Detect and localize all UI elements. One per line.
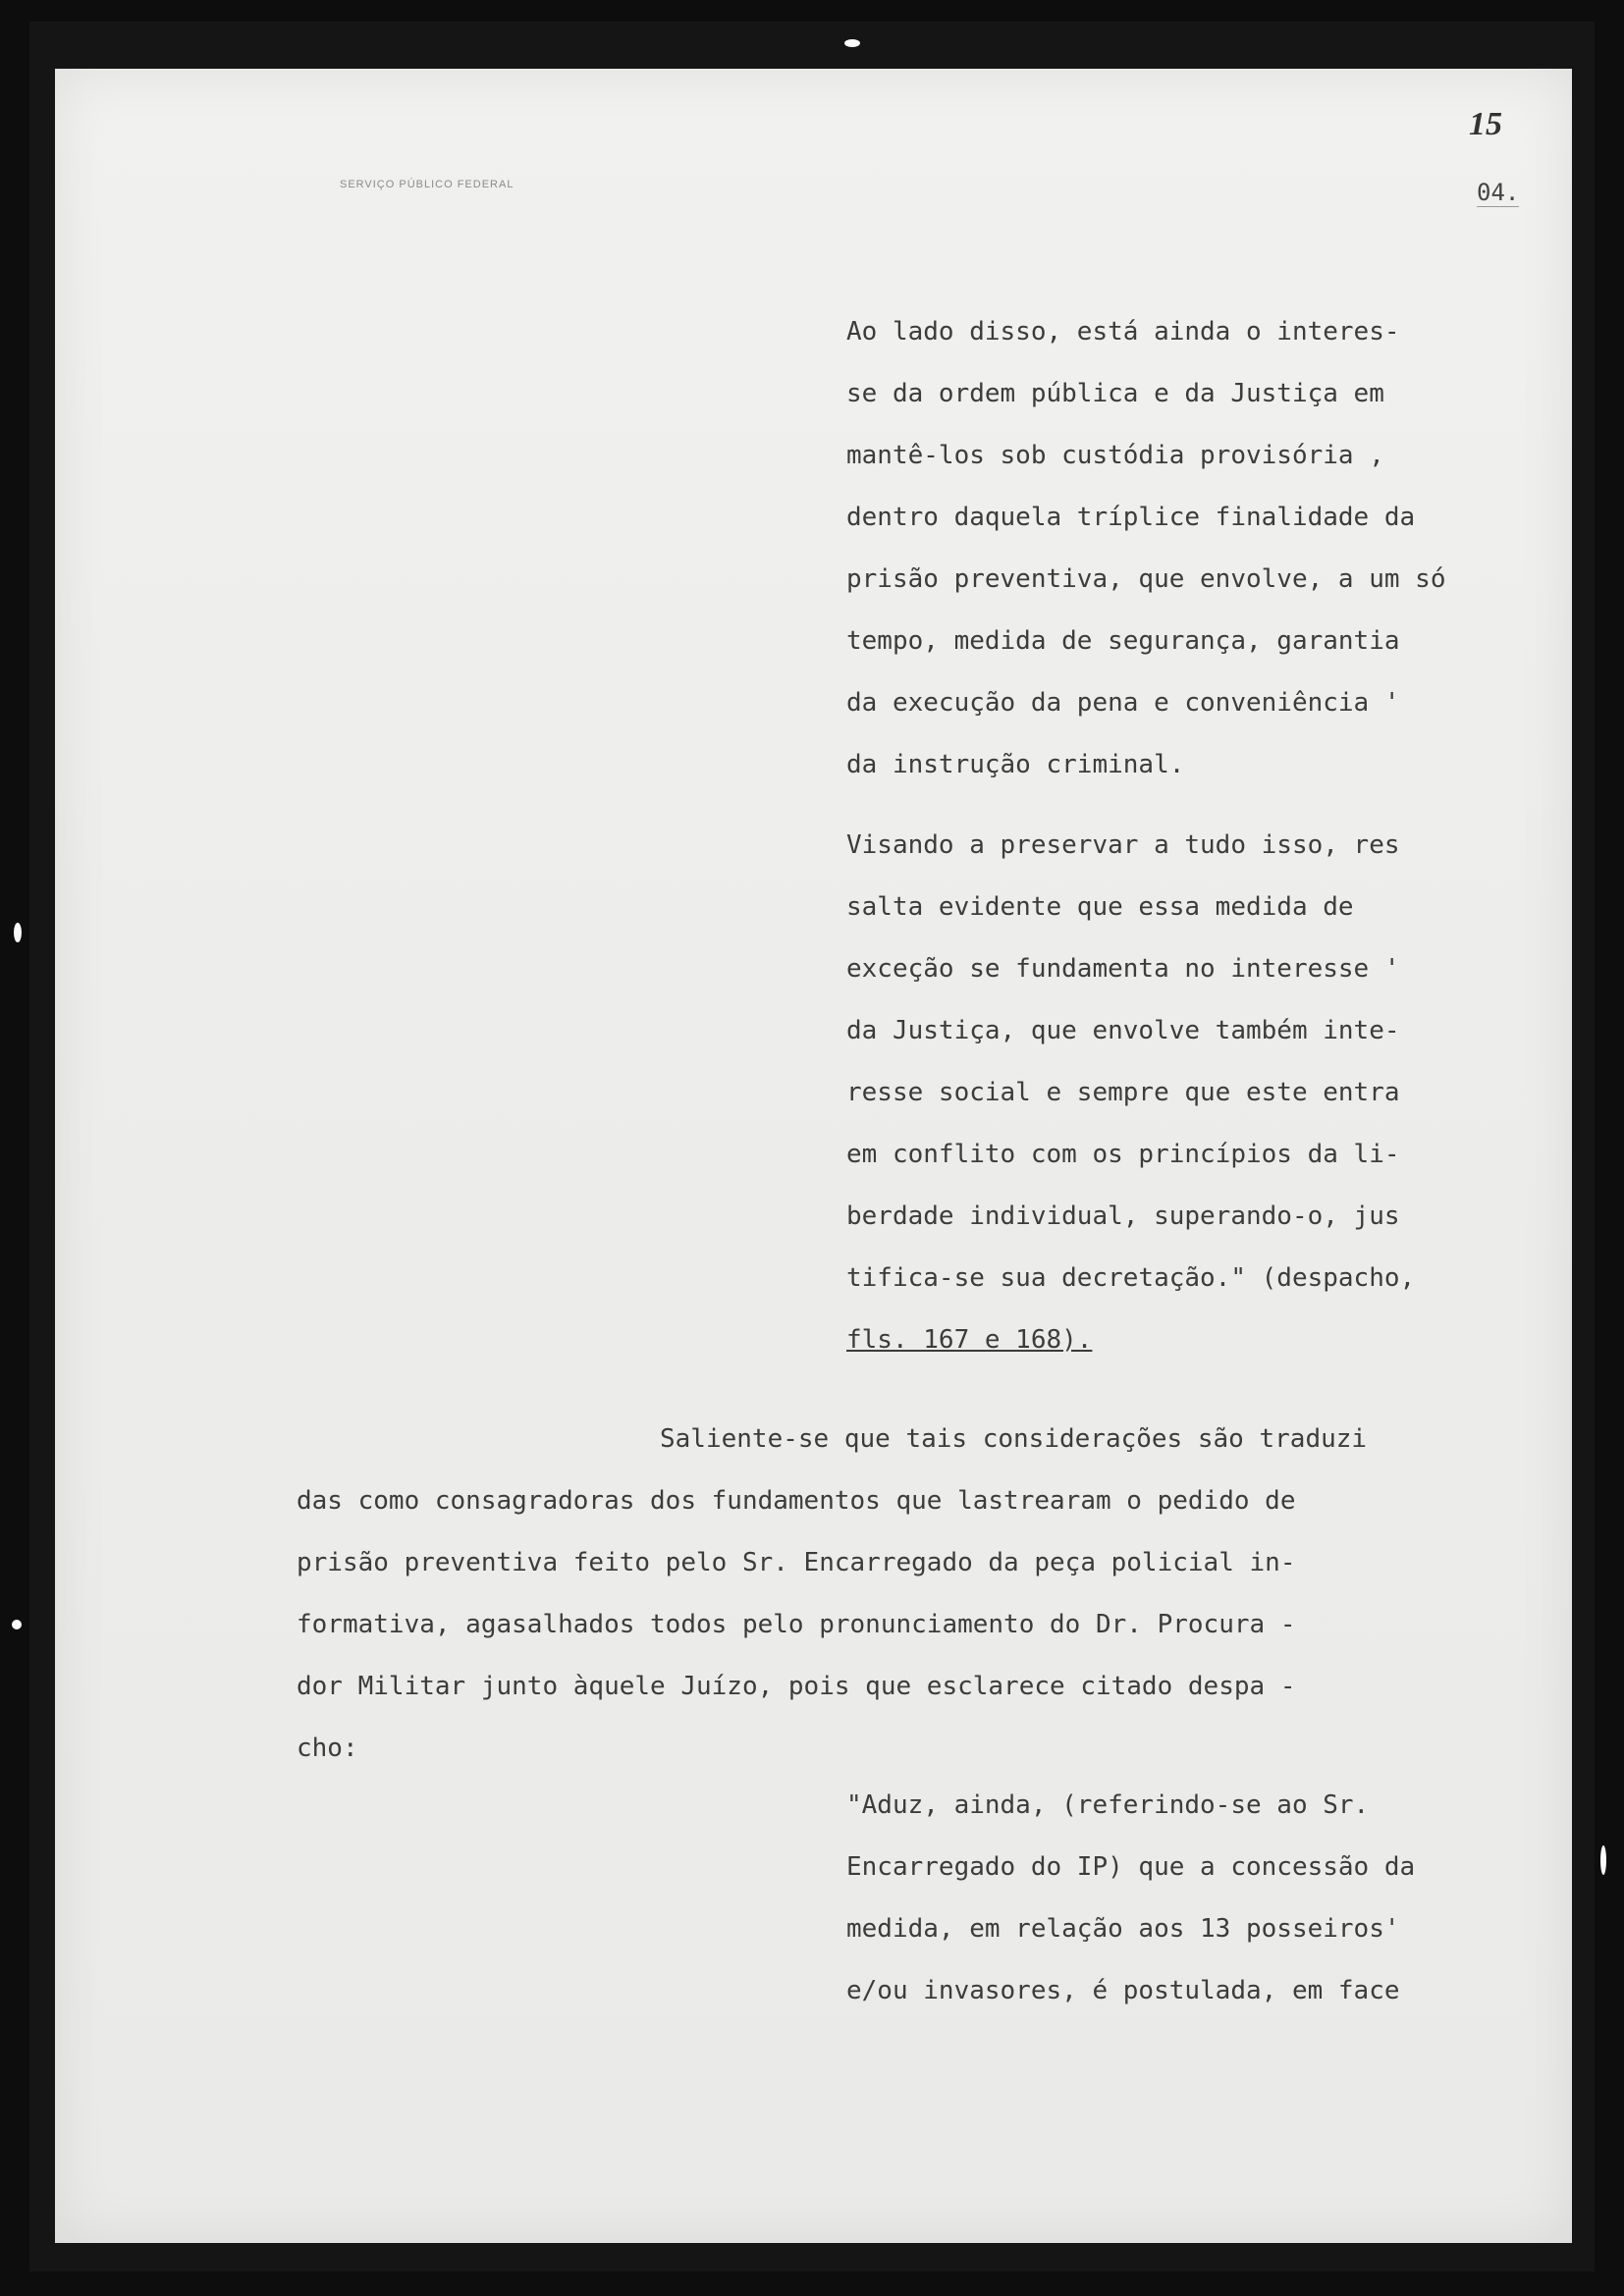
dust-speck xyxy=(844,39,860,47)
dust-speck xyxy=(14,923,22,942)
text-line: da execução da pena e conveniência ' xyxy=(846,688,1400,718)
text-line: Encarregado do IP) que a concessão da xyxy=(846,1852,1416,1882)
text-line: em conflito com os princípios da li- xyxy=(846,1140,1400,1169)
document-page xyxy=(55,69,1572,2243)
quote-block-2 xyxy=(846,815,1524,1371)
text-line: Ao lado disso, está ainda o interes- xyxy=(846,317,1400,347)
text-line: das como consagradoras dos fundamentos que lastrearam o pedido de xyxy=(297,1486,1296,1516)
text-line: exceção se fundamenta no interesse ' xyxy=(846,954,1400,984)
text-line: cho: xyxy=(297,1734,358,1763)
quote-block-3 xyxy=(846,1775,1524,2022)
text-line: mantê-los sob custódia provisória , xyxy=(846,441,1384,470)
dust-speck xyxy=(1600,1845,1606,1875)
letterhead-stamp: SERVIÇO PÚBLICO FEDERAL xyxy=(340,179,514,190)
body-paragraph xyxy=(297,1409,1524,1780)
text-line: prisão preventiva, que envolve, a um só xyxy=(846,564,1446,594)
citation-line: fls. 167 e 168). xyxy=(846,1325,1093,1355)
text-line: da Justiça, que envolve também inte- xyxy=(846,1016,1400,1045)
text-line: prisão preventiva feito pelo Sr. Encarregado da peça policial in- xyxy=(297,1548,1296,1577)
quote-block-1 xyxy=(846,301,1524,796)
folio-number: 15 xyxy=(1469,106,1502,142)
text-line: e/ou invasores, é postulada, em face xyxy=(846,1976,1400,2005)
text-line: medida, em relação aos 13 posseiros' xyxy=(846,1914,1400,1944)
dust-speck xyxy=(12,1620,22,1629)
text-line: Saliente-se que tais considerações são traduzi xyxy=(660,1424,1368,1454)
text-line: resse social e sempre que este entra xyxy=(846,1078,1400,1107)
text-line: dentro daquela tríplice finalidade da xyxy=(846,503,1416,532)
text-line: tempo, medida de segurança, garantia xyxy=(846,626,1400,656)
text-line: da instrução criminal. xyxy=(846,750,1185,779)
text-line: formativa, agasalhados todos pelo pronunciamento do Dr. Procura - xyxy=(297,1610,1296,1639)
text-line: "Aduz, ainda, (referindo-se ao Sr. xyxy=(846,1790,1370,1820)
text-line: salta evidente que essa medida de xyxy=(846,892,1354,922)
text-line: Visando a preservar a tudo isso, res xyxy=(846,830,1400,860)
text-line: berdade individual, superando-o, jus xyxy=(846,1201,1400,1231)
text-line: tifica-se sua decretação." (despacho, xyxy=(846,1263,1416,1293)
text-line: se da ordem pública e da Justiça em xyxy=(846,379,1384,408)
text-line: dor Militar junto àquele Juízo, pois que esclarece citado despa - xyxy=(297,1672,1296,1701)
page-number: 04. xyxy=(1477,179,1520,206)
